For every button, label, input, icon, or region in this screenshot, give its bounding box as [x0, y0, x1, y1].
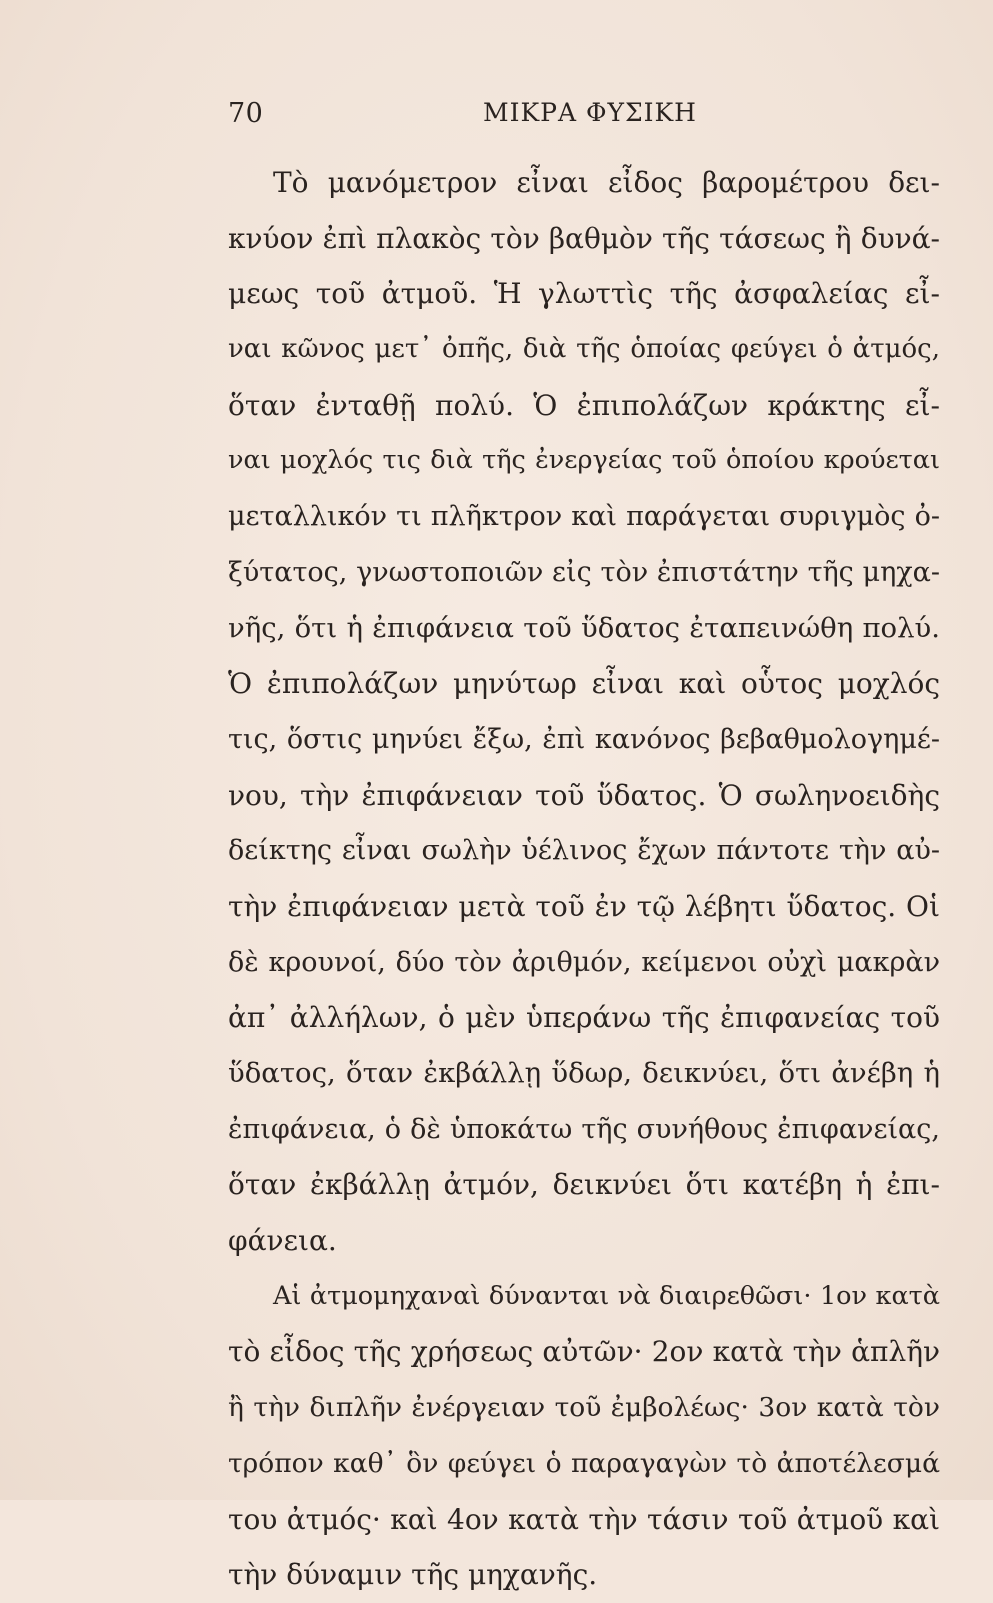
body-text: [228, 155, 940, 1603]
text-line: δείκτης εἶναι σωλὴν ὑέλινος ἔχων πάντοτε τὴν αὐ-: [228, 835, 940, 867]
text-line: τὸ εἶδος τῆς χρήσεως αὐτῶν· 2ον κατὰ τὴν ἁπλῆν: [228, 1335, 940, 1369]
text-line: ὅταν ἐκβάλλῃ ἀτμόν, δεικνύει ὅτι κατέβη ἡ ἐπι-: [228, 1168, 940, 1202]
text-line: ξύτατος, γνωστοποιῶν εἰς τὸν ἐπιστάτην τῆς μηχα-: [228, 556, 940, 588]
text-line: Αἱ ἀτμομηχαναὶ δύνανται νὰ διαιρεθῶσι· 1ον κατὰ: [273, 1280, 940, 1311]
text-line: ὕδατος, ὅταν ἐκβάλλῃ ὕδωρ, δεικνύει, ὅτι ἀνέβη ἡ: [228, 1057, 940, 1089]
text-line: κνύον ἐπὶ πλακὸς τὸν βαθμὸν τῆς τάσεως ἢ δυνά-: [228, 221, 940, 255]
text-line: τὴν δύναμιν τῆς μηχανῆς.: [228, 1558, 598, 1592]
paragraph-manometer: [228, 155, 940, 1269]
text-line: τις, ὅστις μηνύει ἔξω, ἐπὶ κανόνος βεβαθμολογημέ-: [228, 723, 940, 755]
text-line: του ἀτμός· καὶ 4ον κατὰ τὴν τάσιν τοῦ ἀτμοῦ καὶ: [228, 1502, 940, 1536]
text-line: τρόπον καθ᾽ ὃν φεύγει ὁ παραγαγὼν τὸ ἀποτέλεσμά: [228, 1447, 940, 1479]
paragraph-steam-engines: [228, 1269, 940, 1603]
text-line: νῆς, ὅτι ἡ ἐπιφάνεια τοῦ ὕδατος ἐταπεινώθη πολύ.: [228, 611, 940, 644]
text-line: ὅταν ἐνταθῇ πολύ. Ὁ ἐπιπολάζων κράκτης εἶ-: [228, 388, 940, 422]
running-title: ΜΙΚΡΑ ΦΥΣΙΚΗ: [482, 98, 697, 127]
text-line: φάνεια.: [228, 1224, 337, 1258]
text-line: μεως τοῦ ἀτμοῦ. Ἡ γλωττὶς τῆς ἀσφαλείας εἶ-: [228, 277, 940, 311]
text-line: ἐπιφάνεια, ὁ δὲ ὑποκάτω τῆς συνήθους ἐπιφανείας,: [228, 1113, 940, 1145]
text-line: Ὁ ἐπιπολάζων μηνύτωρ εἶναι καὶ οὗτος μοχλός: [228, 667, 940, 701]
text-line: νου, τὴν ἐπιφάνειαν τοῦ ὕδατος. Ὁ σωληνοειδὴς: [228, 778, 940, 812]
text-line: μεταλλικόν τι πλῆκτρον καὶ παράγεται συριγμὸς ὀ-: [228, 501, 940, 533]
text-line: Τὸ μανόμετρον εἶναι εἶδος βαρομέτρου δει-: [273, 166, 940, 199]
text-line: ἢ τὴν διπλῆν ἐνέργειαν τοῦ ἐμβολέως· 3ον κατὰ τὸν: [228, 1392, 940, 1424]
text-line: ναι κῶνος μετ᾽ ὀπῆς, διὰ τῆς ὁποίας φεύγει ὁ ἀτμός,: [228, 334, 940, 365]
text-line: τὴν ἐπιφάνειαν μετὰ τοῦ ἐν τῷ λέβητι ὕδατος. Οἱ: [228, 889, 940, 923]
text-line: ἀπ᾽ ἀλλήλων, ὁ μὲν ὑπεράνω τῆς ἐπιφανείας τοῦ: [228, 1001, 940, 1035]
text-line: ναι μοχλός τις διὰ τῆς ἐνεργείας τοῦ ὁποίου κρούεται: [228, 445, 940, 476]
page-number: 70: [228, 98, 264, 129]
running-head: [228, 98, 940, 138]
text-line: δὲ κρουνοί, δύο τὸν ἀριθμόν, κείμενοι οὐχὶ μακρὰν: [228, 946, 940, 978]
